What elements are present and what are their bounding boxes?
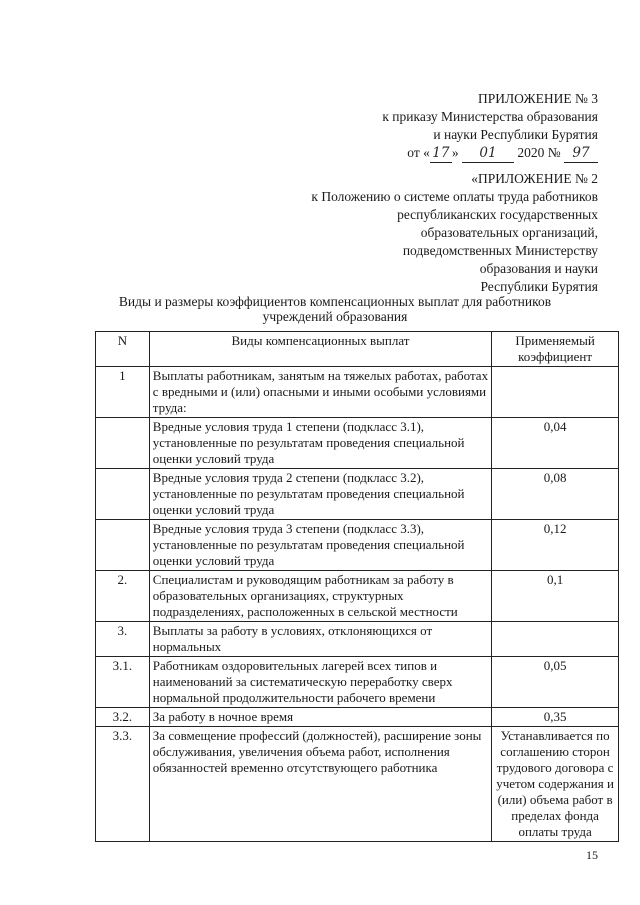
row-payment-type: Вредные условия труда 1 степени (подкласс 3.1), установленные по результатам проведения специальной оценки условий труда	[149, 418, 491, 469]
row-coefficient: Устанавливается по соглашению сторон трудового договора с учетом содержания и (или) объема работ в пределах фонда оплаты труда	[492, 727, 619, 842]
row-payment-type: Работникам оздоровительных лагерей всех типов и наименований за систематическую переработку сверх нормальной продолжительности рабочего времени	[149, 657, 491, 708]
row-coefficient: 0,35	[492, 708, 619, 727]
regulation-line: Республики Бурятия	[480, 279, 598, 294]
table-row	[96, 727, 619, 842]
table-row	[96, 657, 619, 708]
row-payment-type: Специалистам и руководящим работникам за работу в образовательных организациях, структурных подразделениях, расположенных в сельской местности	[149, 571, 491, 622]
row-payment-type: Вредные условия труда 3 степени (подкласс 3.3), установленные по результатам проведения специальной оценки условий труда	[149, 520, 491, 571]
row-number	[96, 469, 150, 520]
regulation-line: республиканских государственных	[397, 207, 598, 222]
table-header-row	[96, 332, 619, 367]
row-number: 3.	[96, 622, 150, 657]
date-month: 01	[462, 144, 514, 163]
title-line-2: учреждений образования	[262, 309, 408, 324]
date-prefix: от «	[407, 145, 430, 160]
row-number: 2.	[96, 571, 150, 622]
table-row	[96, 367, 619, 418]
header-number: N	[96, 332, 150, 367]
row-payment-type: Вредные условия труда 2 степени (подкласс 3.2), установленные по результатам проведения специальной оценки условий труда	[149, 469, 491, 520]
row-number: 1	[96, 367, 150, 418]
row-coefficient: 0,04	[492, 418, 619, 469]
row-coefficient	[492, 622, 619, 657]
row-coefficient: 0,05	[492, 657, 619, 708]
page-number: 15	[586, 848, 598, 862]
date-year: 2020	[517, 145, 545, 160]
appendix-header	[382, 90, 598, 163]
regulation-line: подведомственных Министерству	[402, 243, 598, 258]
row-payment-type: За работу в ночное время	[149, 708, 491, 727]
appendix-ministry: и науки Республики Бурятия	[433, 127, 598, 142]
regulation-appendix-title: «ПРИЛОЖЕНИЕ № 2	[471, 171, 598, 186]
row-payment-type: Выплаты за работу в условиях, отклоняющихся от нормальных	[149, 622, 491, 657]
table-row	[96, 418, 619, 469]
header-coefficient: Применяемый коэффициент	[492, 332, 619, 367]
table-row	[96, 708, 619, 727]
row-coefficient: 0,1	[492, 571, 619, 622]
row-coefficient: 0,12	[492, 520, 619, 571]
table-row	[96, 469, 619, 520]
appendix-title: ПРИЛОЖЕНИЕ № 3	[477, 91, 598, 106]
table-row	[96, 571, 619, 622]
row-number: 3.1.	[96, 657, 150, 708]
date-day: 17	[430, 144, 452, 163]
row-payment-type: Выплаты работникам, занятым на тяжелых работах, работах с вредными и (или) опасными и иными особыми условиями труда:	[149, 367, 491, 418]
regulation-line: образования и науки	[479, 261, 598, 276]
document-title	[95, 294, 575, 324]
title-line-1: Виды и размеры коэффициентов компенсационных выплат для работников	[118, 294, 552, 309]
row-payment-type: За совмещение профессий (должностей), расширение зоны обслуживания, увеличения объема работ, исполнения обязанностей временно отсутствующего работника	[149, 727, 491, 842]
order-number: 97	[564, 144, 598, 163]
compensation-table	[95, 331, 619, 842]
number-label: №	[547, 145, 561, 160]
appendix-date-line	[382, 144, 598, 163]
row-coefficient: 0,08	[492, 469, 619, 520]
row-number	[96, 418, 150, 469]
row-number: 3.2.	[96, 708, 150, 727]
table-row	[96, 622, 619, 657]
appendix-order-ref: к приказу Министерства образования	[382, 109, 598, 124]
row-coefficient	[492, 367, 619, 418]
regulation-header	[311, 170, 598, 296]
date-mid: »	[451, 145, 459, 160]
regulation-line: к Положению о системе оплаты труда работников	[311, 189, 598, 204]
header-payment-type: Виды компенсационных выплат	[149, 332, 491, 367]
regulation-line: образовательных организаций,	[420, 225, 598, 240]
row-number	[96, 520, 150, 571]
row-number: 3.3.	[96, 727, 150, 842]
table-row	[96, 520, 619, 571]
